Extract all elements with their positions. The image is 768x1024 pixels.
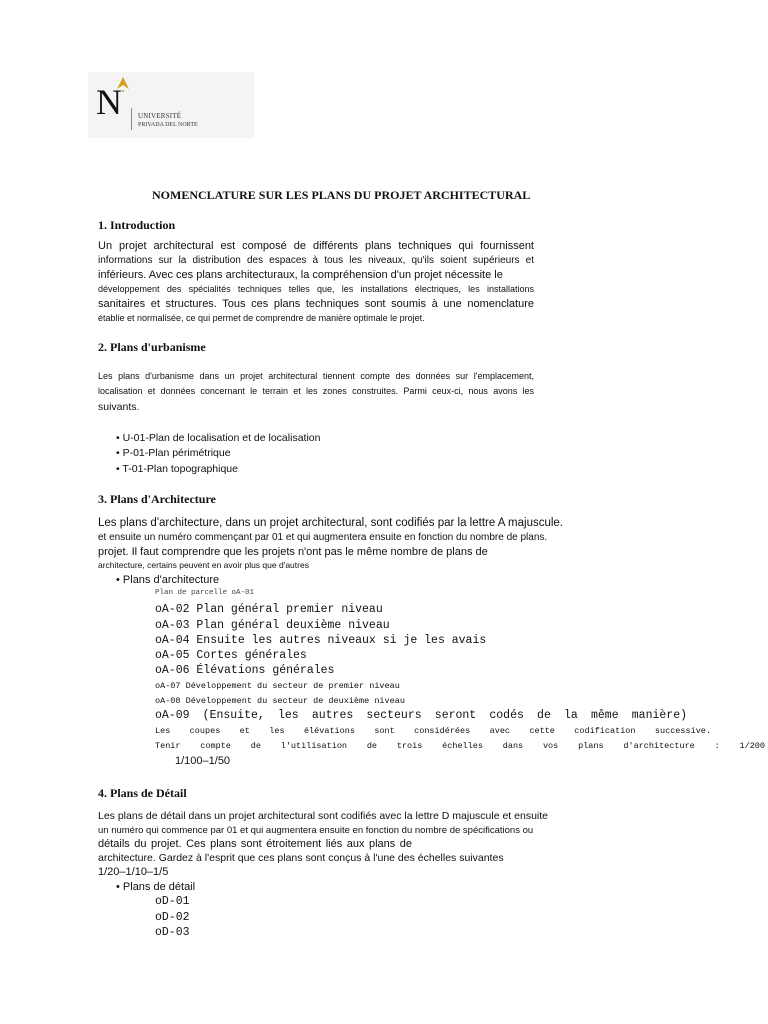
- code-note-coupes: Les coupes et les élévations sont considérées avec cette codification successive.: [155, 726, 711, 736]
- code-oA-09: oA-09 (Ensuite, les autres secteurs seront codés de la même manière): [155, 709, 687, 722]
- logo-divider: [131, 108, 132, 130]
- code-oA-06: oA-06 Élévations générales: [155, 664, 335, 677]
- logo-text-line1: UNIVERSITÉ: [138, 112, 182, 120]
- s2-line-2: localisation et données concernant le terrain et les zones construites. Parmi ceux-ci, nous avons les: [98, 386, 534, 396]
- s3-line-3: projet. Il faut comprendre que les projets n'ont pas le même nombre de plans de: [98, 546, 488, 558]
- section-1-heading: 1. Introduction: [98, 218, 176, 232]
- s2-line-3: suivants.: [98, 401, 140, 413]
- s1-line-1: Un projet architectural est composé de différents plans techniques qui fournissent: [98, 240, 534, 252]
- s1-line-2: informations sur la distribution des espaces à tous les niveaux, qu'ils soient supérieurs et: [98, 255, 534, 266]
- s2-bullet-1: • U-01-Plan de localisation et de localisation: [116, 432, 321, 444]
- s4-line-2: un numéro qui commence par 01 et qui augmentera ensuite en fonction du nombre de spécifications ou: [98, 825, 534, 836]
- section-2-heading: 2. Plans d'urbanisme: [98, 340, 206, 354]
- code-oD-02: oD-02: [155, 911, 190, 924]
- logo-letter: N: [96, 82, 122, 122]
- s1-line-4: développement des spécialités techniques telles que, les installations électriques, les installations: [98, 284, 534, 294]
- s4-bullet: • Plans de détail: [116, 881, 196, 893]
- s3-line-4: architecture, certains peuvent en avoir plus que d'autres: [98, 560, 309, 570]
- code-oA-02: oA-02 Plan général premier niveau: [155, 603, 383, 616]
- code-oA-08: oA-08 Développement du secteur de deuxième niveau: [155, 696, 405, 706]
- logo-text-line2: PRIVADA DEL NORTE: [138, 122, 198, 128]
- code-oA-03: oA-03 Plan général deuxième niveau: [155, 619, 390, 632]
- s1-line-6: établie et normalisée, ce qui permet de comprendre de manière optimale le projet.: [98, 313, 425, 323]
- code-oD-01: oD-01: [155, 895, 190, 908]
- s4-line-4: architecture. Gardez à l'esprit que ces plans sont conçus à l'une des échelles suivantes: [98, 852, 504, 864]
- document-title: NOMENCLATURE SUR LES PLANS DU PROJET ARCHITECTURAL: [152, 188, 531, 202]
- scales-line: 1/100–1/50: [175, 755, 231, 767]
- code-oA-05: oA-05 Cortes générales: [155, 649, 307, 662]
- code-oA-04: oA-04 Ensuite les autres niveaux si je les avais: [155, 634, 487, 647]
- s1-line-3: inférieurs. Avec ces plans architecturaux, la compréhension d'un projet nécessite le: [98, 269, 503, 281]
- s4-line-3: détails du projet. Ces plans sont étroitement liés aux plans de: [98, 838, 412, 850]
- s2-line-1: Les plans d'urbanisme dans un projet architectural tiennent compte des données sur l'emplacement,: [98, 371, 534, 381]
- s3-bullet: • Plans d'architecture: [116, 574, 220, 586]
- code-oA-01: Plan de parcelle oA-01: [155, 589, 255, 597]
- code-note-echelles: Tenir compte de l'utilisation de trois échelles dans vos plans d'architecture : 1/200: [155, 741, 765, 751]
- section-3-heading: 3. Plans d'Architecture: [98, 492, 216, 506]
- code-oD-03: oD-03: [155, 926, 190, 939]
- s4-line-5: 1/20–1/10–1/5: [98, 866, 169, 878]
- s4-line-1: Les plans de détail dans un projet architectural sont codifiés avec la lettre D majuscule et ensuite: [98, 810, 549, 822]
- code-oA-07: oA-07 Développement du secteur de premier niveau: [155, 681, 400, 691]
- s2-bullet-3: • T-01-Plan topographique: [116, 463, 238, 475]
- s2-bullet-2: • P-01-Plan périmétrique: [116, 447, 231, 459]
- s1-line-5: sanitaires et structures. Tous ces plans techniques sont soumis à une nomenclature: [98, 298, 534, 310]
- s3-line-2: et ensuite un numéro commençant par 01 et qui augmentera ensuite en fonction du nombre de plans.: [98, 532, 548, 543]
- s3-line-1: Les plans d'architecture, dans un projet architectural, sont codifiés par la lettre A majuscule.: [98, 517, 564, 529]
- university-logo: [88, 72, 254, 138]
- section-4-heading: 4. Plans de Détail: [98, 786, 187, 800]
